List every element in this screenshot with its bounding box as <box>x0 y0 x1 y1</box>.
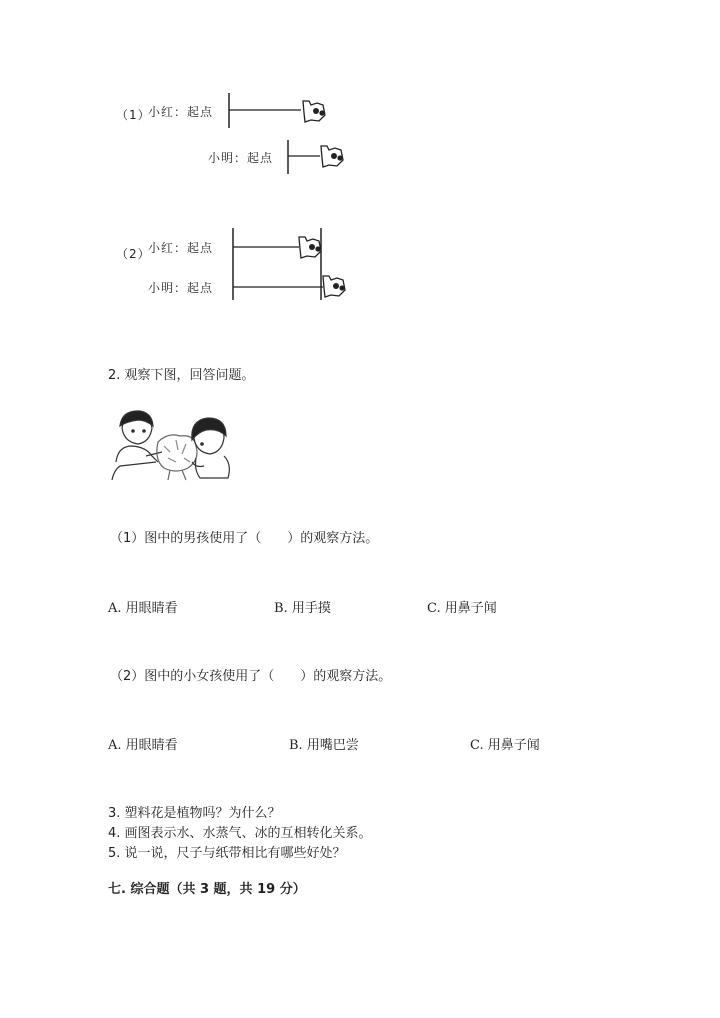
race2-row-b-label: 小明：起点 <box>148 281 214 295</box>
race2-runner-b-icon <box>323 276 345 297</box>
race1-label: （1） <box>116 108 151 122</box>
race1-runner-b-icon <box>321 146 343 167</box>
race1-row-a-label: 小红：起点 <box>148 105 214 119</box>
race2-label: （2） <box>116 247 151 261</box>
question-2-sub2: （2）图中的小女孩使用了（ ）的观察方法。 <box>110 669 392 684</box>
question-3: 3. 塑料花是植物吗？为什么？ <box>108 806 281 821</box>
race2-runner-a-icon <box>299 237 321 258</box>
q2-sub2-option-c[interactable]: C. 用鼻子闻 <box>470 738 540 753</box>
question-4: 4. 画图表示水、水蒸气、冰的互相转化关系。 <box>108 826 372 841</box>
race1-runner-a-icon <box>303 101 325 122</box>
q2-sub2-option-a[interactable]: A. 用眼睛看 <box>108 738 178 753</box>
children-observing-illustration <box>112 411 229 480</box>
question-2-title: 2. 观察下图，回答问题。 <box>108 368 255 383</box>
section-7-title: 七. 综合题（共 3 题，共 19 分） <box>108 882 306 897</box>
q2-sub1-option-b[interactable]: B. 用手摸 <box>274 601 331 616</box>
question-2-sub1: （1）图中的男孩使用了（ ）的观察方法。 <box>110 531 379 546</box>
question-5: 5. 说一说，尺子与纸带相比有哪些好处？ <box>108 846 346 861</box>
race2-row-a-label: 小红：起点 <box>148 241 214 255</box>
q2-sub2-option-b[interactable]: B. 用嘴巴尝 <box>289 738 359 753</box>
q2-sub1-option-a[interactable]: A. 用眼睛看 <box>108 601 178 616</box>
q2-sub1-option-c[interactable]: C. 用鼻子闻 <box>427 601 497 616</box>
race1-row-b-label: 小明：起点 <box>208 151 274 165</box>
